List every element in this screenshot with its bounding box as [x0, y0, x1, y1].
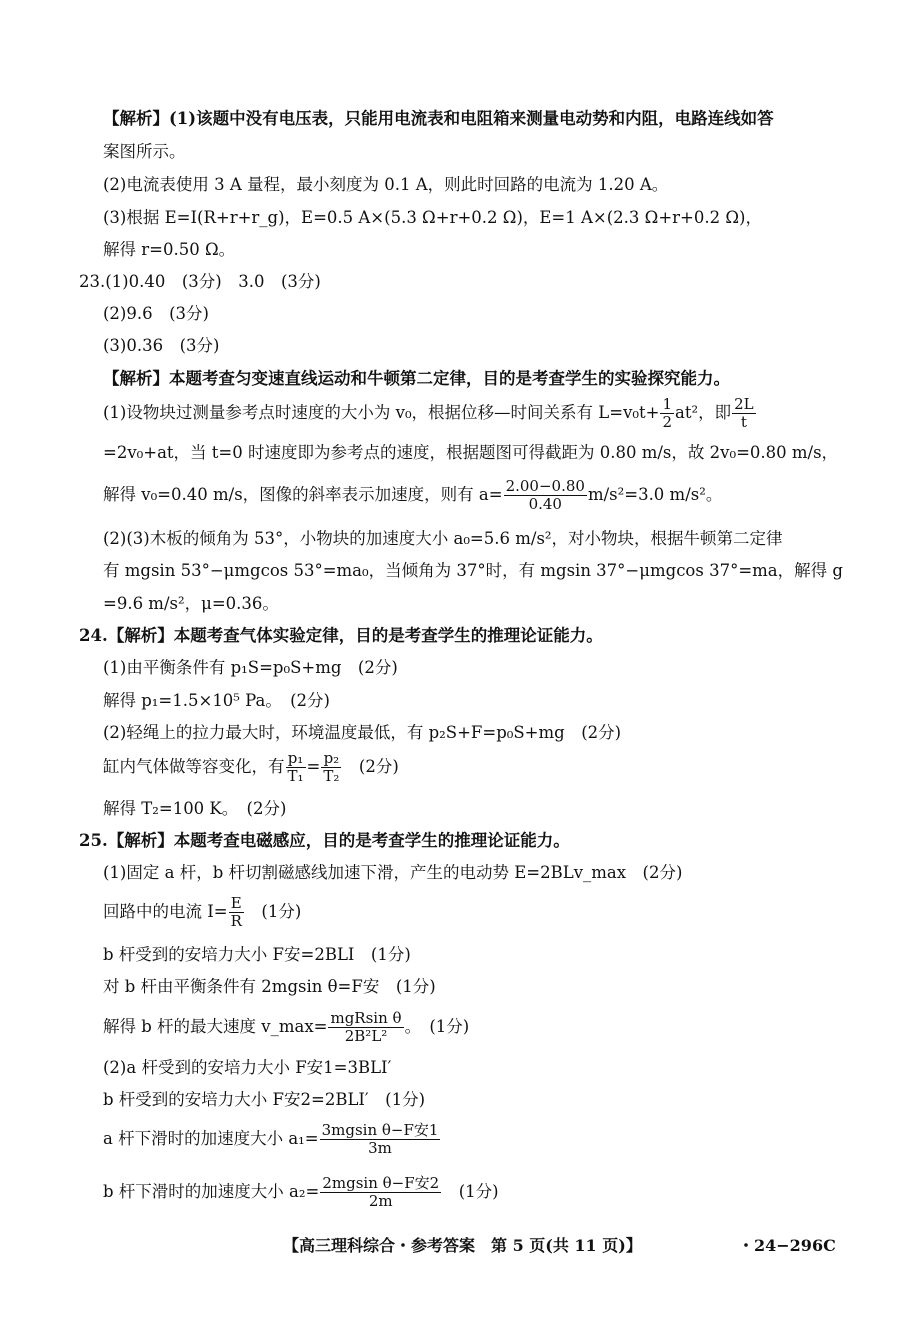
text-line: (2)(3)木板的倾角为 53°，小物块的加速度大小 a₀=5.6 m/s²，对小物块，根据牛顿第二定律 [103, 529, 783, 548]
text-line-with-fraction [103, 1122, 441, 1157]
text-segment: (2分) [358, 757, 399, 776]
fraction-a1 [320, 1122, 441, 1157]
fraction-denominator: 0.40 [528, 495, 562, 513]
fraction-numerator: 1 [662, 395, 673, 413]
text-line-with-fraction [103, 1175, 499, 1210]
fraction-vmax [328, 1010, 403, 1045]
text-line: 有 mgsin 53°−μmgcos 53°=ma₀，当倾角为 37°时，有 mgsin 37°−μmgcos 37°=ma，解得 g [103, 561, 843, 580]
text-line: (2)9.6 (3分) [103, 304, 209, 323]
fraction-numerator: p₂ [321, 750, 341, 768]
question-25-heading: 25.【解析】本题考查电磁感应，目的是考查学生的推理论证能力。 [79, 831, 570, 850]
text-segment: m/s²=3.0 m/s²。 [587, 485, 723, 504]
fraction-p2-t2 [321, 750, 341, 785]
fraction-numerator: 2L [734, 395, 754, 413]
text-line: =2v₀+at，当 t=0 时速度即为参考点的速度，根据题图可得截距为 0.80 m/s，故 2v₀=0.80 m/s， [103, 443, 839, 462]
text-segment: 。 (1分) [404, 1017, 470, 1036]
fraction-e-over-r [229, 895, 244, 930]
text-line: b 杆受到的安培力大小 F安=2BLI (1分) [103, 945, 411, 964]
text-segment: b 杆下滑时的加速度大小 a₂= [103, 1182, 320, 1201]
text-line: (1)固定 a 杆，b 杆切割磁感线加速下滑，产生的电动势 E=2BLv_max (2分) [103, 863, 683, 882]
text-line: 对 b 杆由平衡条件有 2mgsin θ=F安 (1分) [103, 977, 436, 996]
fraction-2l-over-t [732, 396, 756, 431]
fraction-denominator: 2m [368, 1192, 393, 1210]
text-line: 解得 T₂=100 K。 (2分) [103, 799, 287, 818]
fraction-denominator: T₁ [287, 767, 304, 785]
fraction-numerator: E [229, 895, 244, 913]
fraction-denominator: t [740, 413, 747, 431]
text-line: (2)a 杆受到的安培力大小 F安1=3BLI′ [103, 1058, 392, 1077]
text-segment: 解得 v₀=0.40 m/s，图像的斜率表示加速度，则有 a= [103, 485, 503, 504]
text-line: 【解析】(1)该题中没有电压表，只能用电流表和电阻箱来测量电动势和内阻，电路连线如答 [103, 109, 774, 128]
text-segment: 解得 b 杆的最大速度 v_max= [103, 1017, 328, 1036]
text-line: 解得 p₁=1.5×10⁵ Pa。 (2分) [103, 691, 330, 710]
text-segment: 回路中的电流 I= [103, 902, 228, 921]
text-segment: a 杆下滑时的加速度大小 a₁= [103, 1129, 319, 1148]
text-line: 【解析】本题考查匀变速直线运动和牛顿第二定律，目的是考查学生的实验探究能力。 [103, 369, 730, 388]
fraction-numerator: 3mgsin θ−F安1 [321, 1121, 439, 1139]
text-line: =9.6 m/s²，μ=0.36。 [103, 594, 279, 613]
fraction-a2 [320, 1175, 441, 1210]
text-line: (1)由平衡条件有 p₁S=p₀S+mg (2分) [103, 658, 398, 677]
fraction-denominator: 2B²L² [344, 1027, 388, 1045]
fraction-half [660, 396, 674, 431]
fraction-numerator: mgRsin θ [330, 1009, 402, 1027]
text-segment: 缸内气体做等容变化，有 [103, 757, 285, 776]
text-segment: (1分) [261, 902, 302, 921]
fraction-denominator: 2 [662, 413, 673, 431]
text-line-with-fraction [103, 478, 722, 513]
text-segment: at²，即 [675, 403, 732, 422]
fraction-denominator: R [230, 912, 242, 930]
text-line: b 杆受到的安培力大小 F安2=2BLI′ (1分) [103, 1090, 426, 1109]
question-23-answer: 23.(1)0.40 (3分) 3.0 (3分) [79, 272, 321, 291]
text-line: (2)轻绳上的拉力最大时，环境温度最低，有 p₂S+F=p₀S+mg (2分) [103, 723, 622, 742]
text-line-with-fraction: 缸内气体做等容变化，有 $\frac{\text{p₁}}{\text{T₁}}$ = $\frac{\text{p₂}}{\text{T₂}}$ (2分) [103, 749, 399, 785]
text-line-with-fraction [103, 895, 301, 930]
fraction-numerator: p₁ [286, 750, 306, 768]
fraction-p1-t1 [286, 750, 306, 785]
text-line: 案图所示。 [103, 142, 186, 161]
fraction-numerator: 2mgsin θ−F安2 [322, 1174, 440, 1192]
fraction-numerator: 2.00−0.80 [505, 477, 585, 495]
fraction-slope [504, 478, 587, 513]
text-line-with-fraction [103, 1010, 469, 1045]
text-line: (2)电流表使用 3 A 量程，最小刻度为 0.1 A，则此时回路的电流为 1.20 A。 [103, 175, 669, 194]
text-segment: (1)设物块过测量参考点时速度的大小为 v₀，根据位移—时间关系有 L=v₀t+ [103, 403, 660, 422]
text-line-with-fraction [103, 396, 757, 431]
text-segment: (1分) [458, 1182, 499, 1201]
question-24-heading: 24.【解析】本题考查气体实验定律，目的是考查学生的推理论证能力。 [79, 626, 603, 645]
text-line: (3)根据 E=I(R+r+r_g)，E=0.5 A×(5.3 Ω+r+0.2 Ω)，E=1 A×(2.3 Ω+r+0.2 Ω)， [103, 208, 762, 227]
text-line: (3)0.36 (3分) [103, 336, 220, 355]
fraction-denominator: 3m [368, 1139, 392, 1157]
text-line: 解得 r=0.50 Ω。 [103, 240, 236, 259]
page-footer: 【高三理科综合・参考答案 第 5 页(共 11 页)】 [283, 1236, 642, 1255]
fraction-denominator: T₂ [323, 767, 340, 785]
document-code: ・24−296C [738, 1236, 836, 1255]
